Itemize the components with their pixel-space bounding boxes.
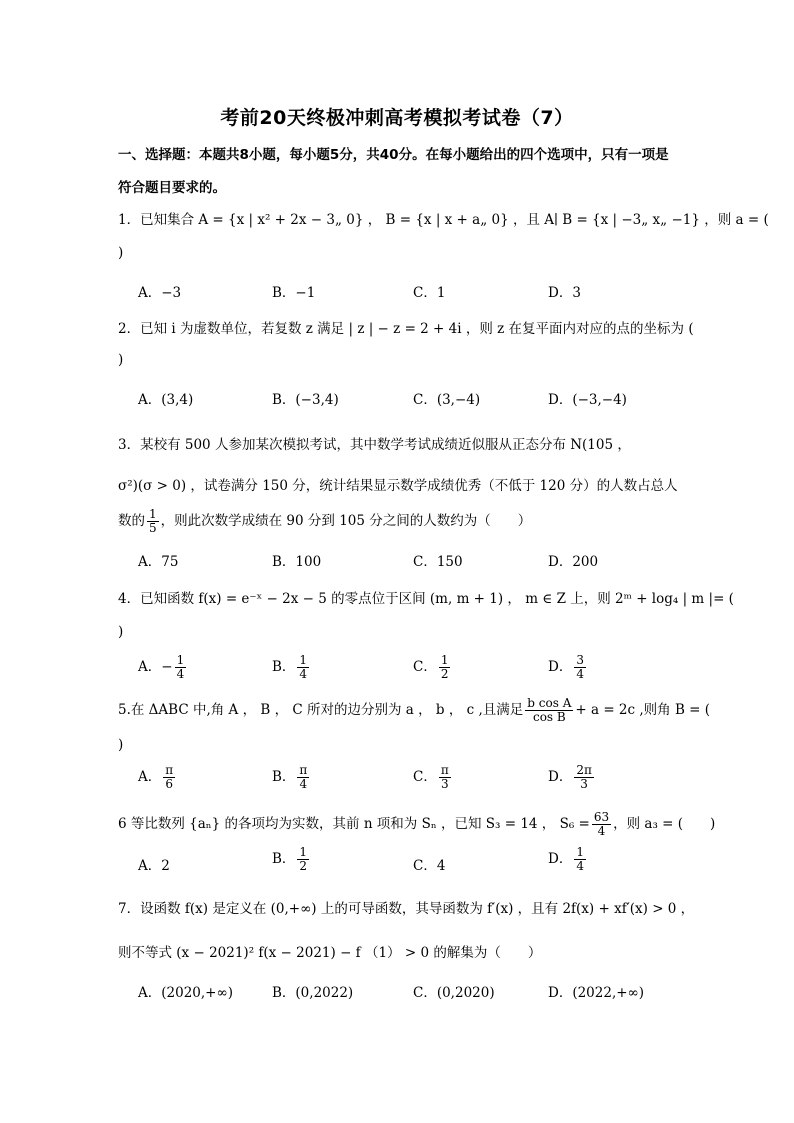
question-2-text: 2．已知 i 为虚数单位，若复数 z 满足 | z | − z = 2 + 4i ，则 z 在复平面内对应的点的坐标为 ( xyxy=(118,321,694,337)
option-c[interactable]: C．(3,−4) xyxy=(413,392,481,408)
option-a[interactable]: A．−3 xyxy=(138,285,182,301)
option-c[interactable]: C．4 xyxy=(413,858,446,874)
question-5-text: 5.在 ΔABC 中,角 A ， B ， C 所对的边分别为 a ， b ， c ,且满足 $\frac{\text{b cos A}}{\text{cos B}}$ + a = 2c ,则角 B = ( xyxy=(118,696,711,725)
option-d[interactable]: D． $\frac{2\pi}{3}$ xyxy=(548,763,592,792)
option-b[interactable]: B． $\frac{1}{2}$ xyxy=(272,845,308,874)
option-a[interactable]: A． $\frac{\pi}{6}$ xyxy=(138,763,174,792)
option-d[interactable]: D． $\frac{1}{4}$ xyxy=(548,845,584,874)
option-c[interactable]: C．1 xyxy=(413,285,446,301)
option-c[interactable]: C． $\frac{\pi}{3}$ xyxy=(413,763,449,792)
option-c[interactable]: C．(0,2020) xyxy=(413,985,495,1001)
option-d[interactable]: D．(2022,+∞) xyxy=(548,985,645,1001)
question-1-close: ) xyxy=(118,245,124,261)
option-c[interactable]: C．150 xyxy=(413,554,463,570)
question-4-options xyxy=(138,654,698,688)
option-b[interactable]: B．−1 xyxy=(272,285,316,301)
fraction: $\frac{\text{b cos A}}{\text{cos B}}$ xyxy=(527,696,572,725)
option-b[interactable]: B．(0,2022) xyxy=(272,985,354,1001)
question-6-text: 6 等比数列 {aₙ} 的各项均为实数，其前 n 项和为 Sₙ ，已知 S₃ = 14 ， S₆ = $\frac{63}{4}$ ，则 a₃ = ( ) xyxy=(118,810,716,839)
fraction: $\frac{63}{4}$ xyxy=(593,810,610,839)
option-c[interactable]: C． $\frac{1}{2}$ xyxy=(413,653,449,682)
question-7-line-2: 则不等式 (x − 2021)² f(x − 2021) − f （1） > 0 的解集为（ ） xyxy=(118,945,542,961)
question-1-text: 1．已知集合 A = {x | x² + 2x − 3„ 0} ， B = {x | x + a„ 0} ，且 A∣ B = {x | −3„ x„ −1} ，则 a = ( xyxy=(118,212,769,228)
question-7-line-1: 7．设函数 f(x) 是定义在 (0,+∞) 上的可导函数，其导函数为 f′(x) ，且有 2f(x) + xf′(x) > 0 ， xyxy=(118,901,695,917)
option-b[interactable]: B．(−3,4) xyxy=(272,392,339,408)
option-a[interactable]: A．75 xyxy=(138,554,179,570)
option-a[interactable]: A．− $\frac{1}{4}$ xyxy=(138,653,185,682)
question-3-line-3 xyxy=(118,508,531,535)
question-3-prefix: 数的 xyxy=(118,513,145,530)
fraction: $\frac{1}{5}$ xyxy=(149,507,157,536)
question-4-close: ) xyxy=(118,624,124,640)
question-5-options xyxy=(138,764,698,800)
option-b[interactable]: B．100 xyxy=(272,554,322,570)
question-3-options xyxy=(138,550,698,570)
option-d[interactable]: D．200 xyxy=(548,554,599,570)
option-b[interactable]: B． $\frac{\pi}{4}$ xyxy=(272,763,308,792)
question-3-line-1: 3．某校有 500 人参加某次模拟考试，其中数学考试成绩近似服从正态分布 N(105 ， xyxy=(118,437,631,453)
option-a[interactable]: A．(2020,+∞) xyxy=(138,985,233,1001)
option-d[interactable]: D． $\frac{3}{4}$ xyxy=(548,653,584,682)
question-2-options xyxy=(138,388,698,408)
option-b[interactable]: B． $\frac{1}{4}$ xyxy=(272,653,308,682)
question-7-options xyxy=(138,981,698,1001)
question-2-close: ) xyxy=(118,352,124,368)
exam-title: 考前20天终极冲刺高考模拟考试卷（7） xyxy=(220,107,574,129)
option-d[interactable]: D．3 xyxy=(548,285,581,301)
question-3-suffix: ，则此次数学成绩在 90 分到 105 分之间的人数约为（ ） xyxy=(160,513,532,530)
option-a[interactable]: A．2 xyxy=(138,858,170,874)
question-3-line-2: σ²)(σ > 0) ，试卷满分 150 分，统计结果显示数学成绩优秀（不低于 120 分）的人数占总人 xyxy=(118,478,678,494)
question-5-close: ) xyxy=(118,737,124,753)
section-heading: 一、选择题：本题共8小题，每小题5分，共40分。在每小题给出的四个选项中，只有一项是符合题目要求的。 xyxy=(118,147,669,196)
option-a[interactable]: A．(3,4) xyxy=(138,392,194,408)
question-4-text: 4．已知函数 f(x) = e⁻ˣ − 2x − 5 的零点位于区间 (m, m + 1) ， m ∈ Z 上，则 2ᵐ + log₄ | m |= ( xyxy=(118,591,734,607)
option-d[interactable]: D．(−3,−4) xyxy=(548,392,627,408)
question-6-options xyxy=(138,846,698,882)
question-1-options xyxy=(138,281,698,301)
